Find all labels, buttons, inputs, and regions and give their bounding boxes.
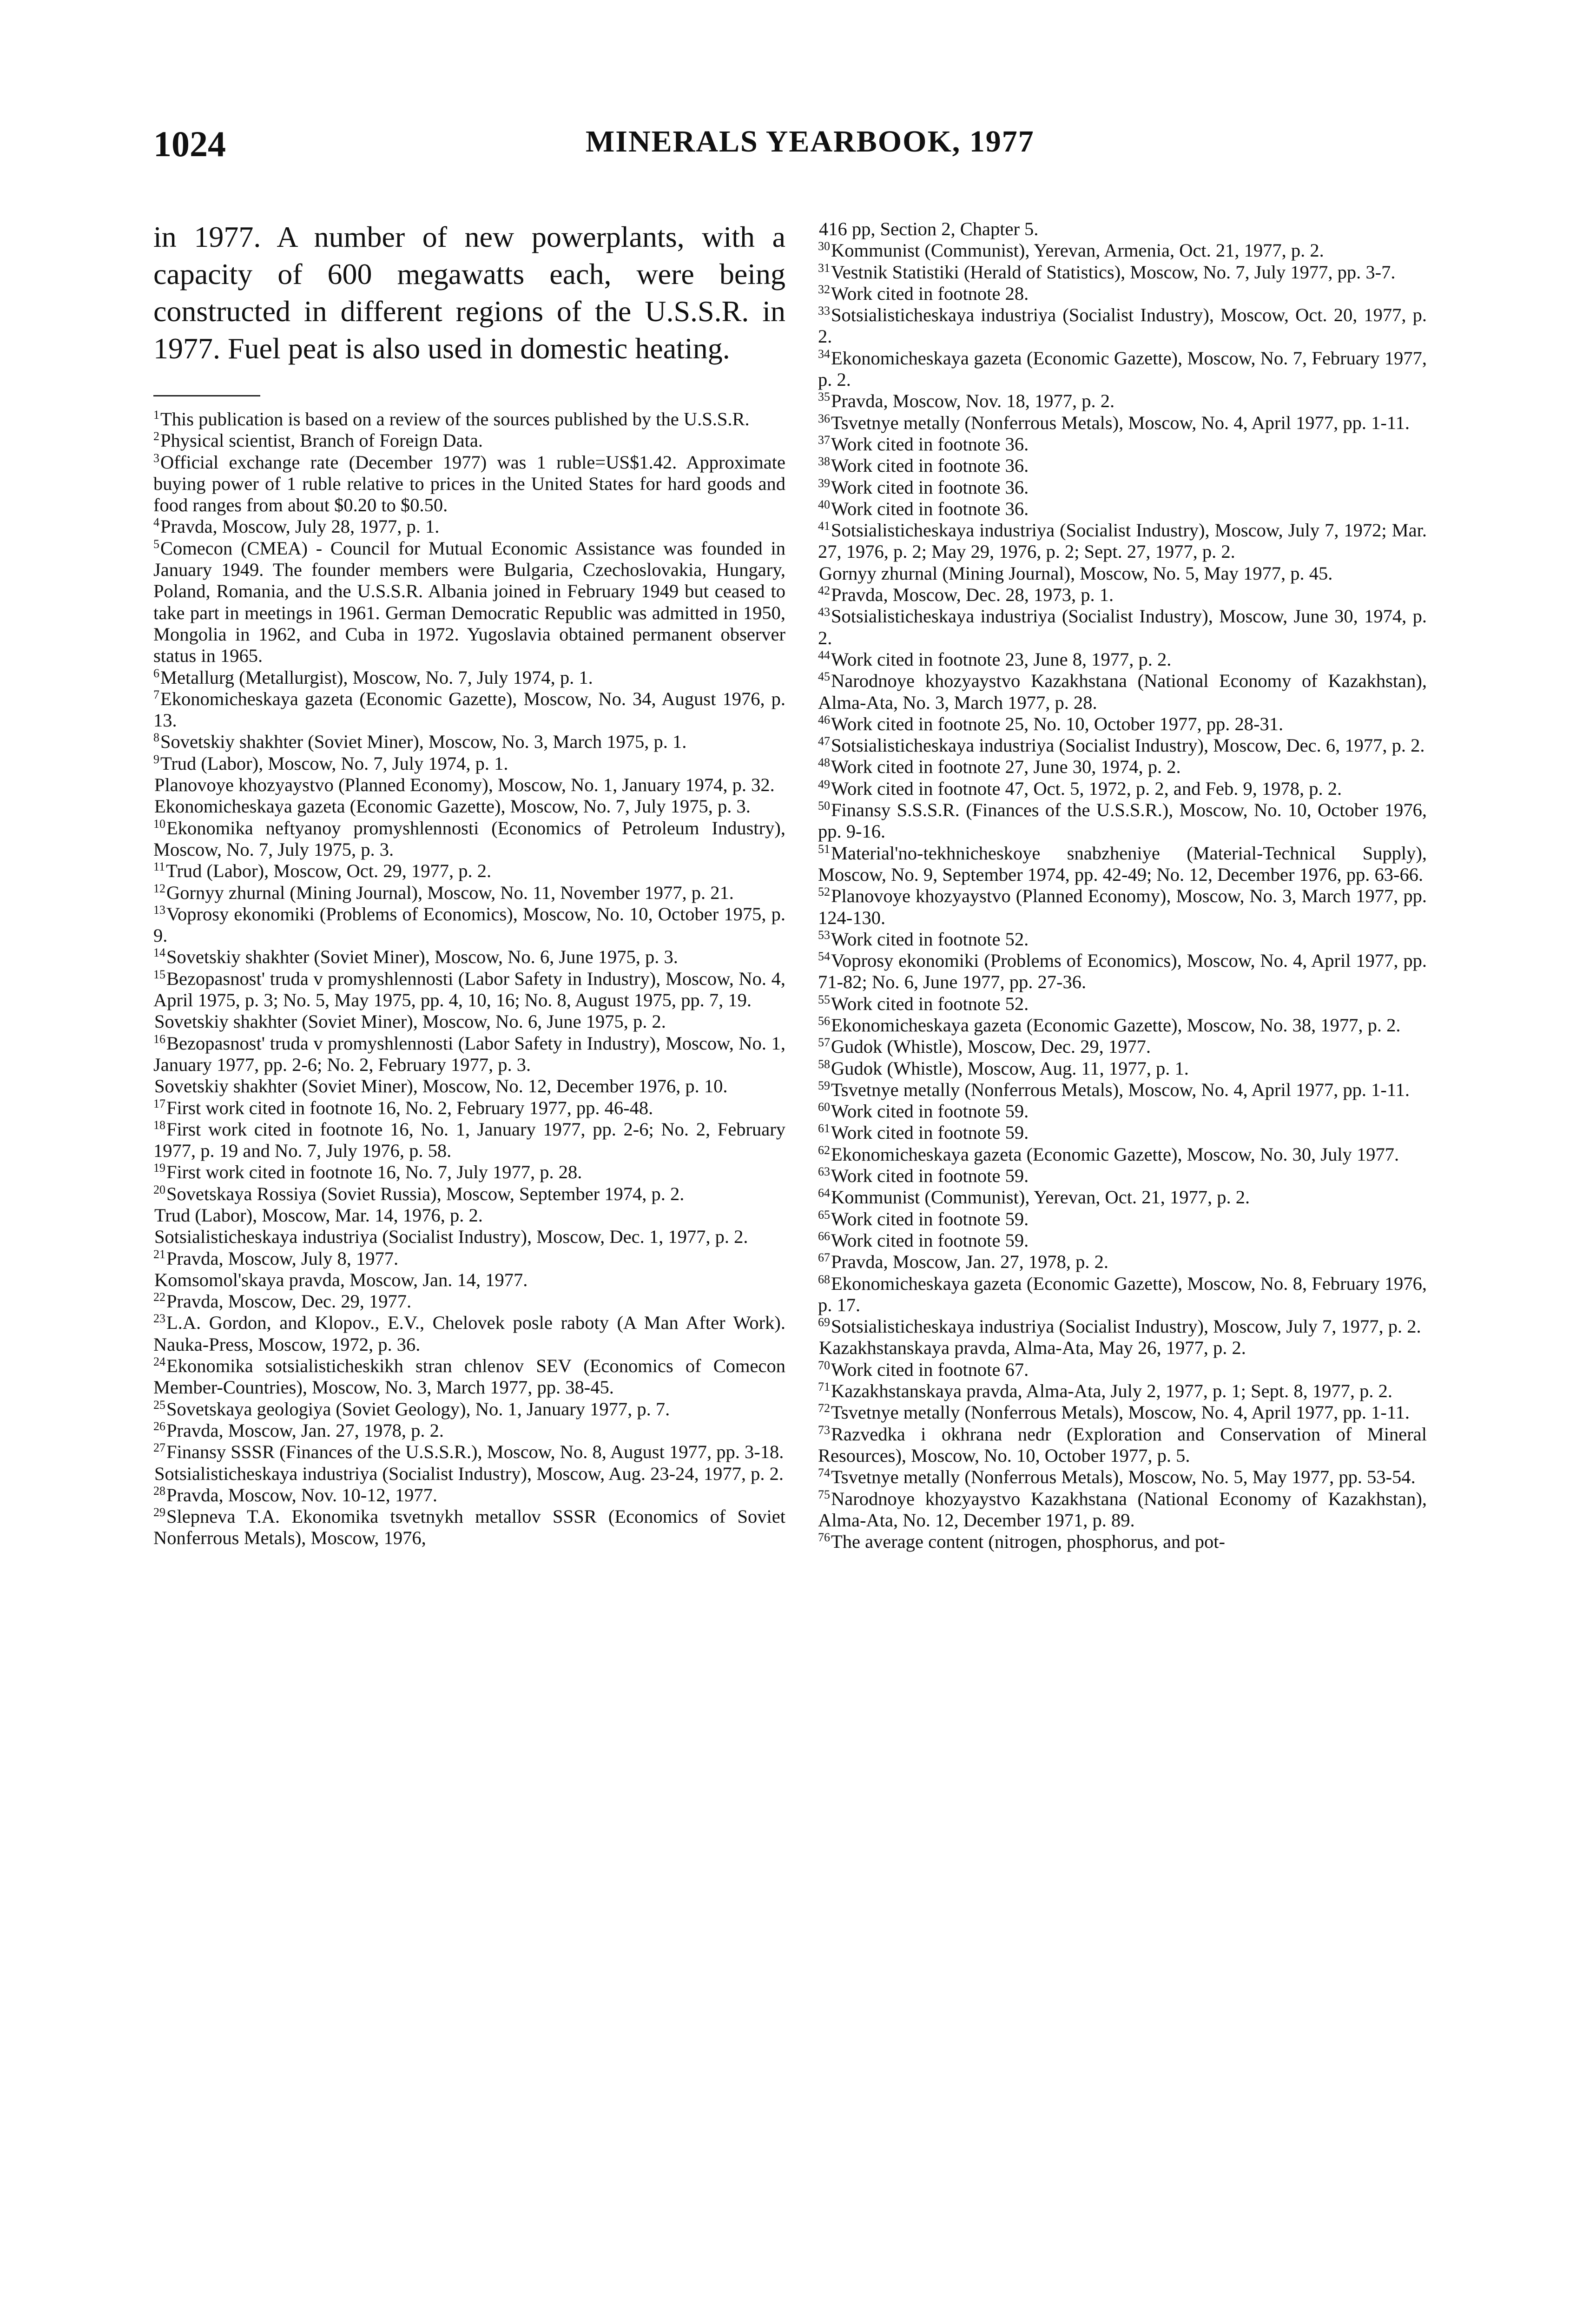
footnote [153, 409, 785, 430]
footnote-text: Ekonomicheskaya gazeta (Economic Gazette), Moscow, No. 38, 1977, p. 2. [831, 1014, 1401, 1036]
footnote-number: 27 [153, 1441, 165, 1455]
footnote-text: Work cited in footnote 25, No. 10, October 1977, pp. 28-31. [831, 713, 1284, 734]
footnote-text: Work cited in footnote 36. [831, 433, 1029, 455]
left-column [153, 218, 785, 1549]
footnote [818, 1359, 1427, 1380]
footnote-text: Work cited in footnote 52. [831, 928, 1029, 950]
footnote-number: 31 [818, 261, 830, 275]
footnote-text: Ekonomicheskaya gazeta (Economic Gazette), Moscow, No. 7, February 1977, p. 2. [818, 347, 1427, 390]
footnote-number: 14 [153, 946, 165, 960]
right-column [818, 218, 1427, 1552]
footnote [818, 1424, 1427, 1467]
footnote-list-left [153, 409, 785, 1549]
footnote-number: 18 [153, 1118, 165, 1132]
footnote [818, 348, 1427, 391]
footnote-text: Voprosy ekonomiki (Problems of Economics), Moscow, No. 10, October 1975, p. 9. [153, 903, 785, 946]
footnote [153, 1033, 785, 1076]
footnote-text: Trud (Labor), Moscow, Mar. 14, 1976, p. 2. [154, 1204, 483, 1226]
footnote-number: 11 [153, 860, 165, 874]
footnote [153, 1205, 785, 1226]
footnote-text: Pravda, Moscow, July 8, 1977. [166, 1248, 399, 1269]
footnote [153, 688, 785, 732]
footnote-text: Work cited in footnote 23, June 8, 1977, p. 2. [831, 648, 1172, 670]
footnote-text: First work cited in footnote 16, No. 1, January 1977, pp. 2-6; No. 2, February 1977, p. 19 and No. 7, July 1976, p. 58. [153, 1118, 785, 1162]
footnote [153, 1506, 785, 1549]
footnote [818, 1187, 1427, 1208]
footnote-number: 71 [818, 1380, 830, 1394]
footnote-number: 25 [153, 1398, 165, 1412]
footnote [153, 1097, 785, 1119]
footnote [153, 430, 785, 451]
footnote-text: Kazakhstanskaya pravda, Alma-Ata, May 26, 1977, p. 2. [819, 1337, 1246, 1359]
footnote-text: Sotsialisticheskaya industriya (Socialist Industry), Moscow, Dec. 1, 1977, p. 2. [154, 1226, 748, 1248]
footnote [818, 1273, 1427, 1316]
footnote-text: Ekonomika neftyanoy promyshlennosti (Economics of Petroleum Industry), Moscow, No. 7, July 1975, p. 3. [153, 817, 785, 860]
footnote [153, 1119, 785, 1162]
footnote-text: Work cited in footnote 27, June 30, 1974, p. 2. [831, 756, 1181, 778]
footnote-number: 43 [818, 605, 830, 619]
footnote-text: Work cited in footnote 36. [831, 498, 1029, 519]
footnote-number: 2 [153, 429, 159, 443]
footnote-number: 29 [153, 1505, 165, 1519]
footnote-number: 12 [153, 881, 165, 895]
footnote-number: 21 [153, 1247, 165, 1261]
footnote-text: Gudok (Whistle), Moscow, Aug. 11, 1977, p. 1. [831, 1057, 1189, 1079]
footnote [818, 1337, 1427, 1359]
footnote-number: 53 [818, 928, 830, 942]
footnote [818, 1230, 1427, 1251]
footnote-number: 74 [818, 1466, 830, 1480]
footnote-text: Finansy SSSR (Finances of the U.S.S.R.), Moscow, No. 8, August 1977, pp. 3-18. [166, 1441, 784, 1463]
footnote-number: 7 [153, 687, 159, 701]
footnote-text: Physical scientist, Branch of Foreign Data. [160, 430, 483, 451]
footnote [818, 520, 1427, 563]
footnote-text: Comecon (CMEA) - Council for Mutual Economic Assistance was founded in January 1949. The founder members were Bulgaria, Czechoslovakia, Hungary, Poland, Romania, and the U.S.S.R. Albania joined in February 1949 but ceased to take part in meetings in 1961. German Democratic Republic was admitted in 1950, Mongolia in 1962, and Cuba in 1972. Yugoslavia obtained permanent observer status in 1965. [153, 537, 785, 667]
footnote-number: 34 [818, 347, 830, 361]
page-header [153, 123, 1422, 170]
footnote-text: Sotsialisticheskaya industriya (Socialist Industry), Moscow, July 7, 1977, p. 2. [831, 1316, 1421, 1337]
footnote [818, 498, 1427, 520]
footnote-number: 55 [818, 992, 830, 1006]
footnote-text: Pravda, Moscow, Jan. 27, 1978, p. 2. [831, 1251, 1108, 1273]
footnote-list-right [818, 218, 1427, 1552]
footnote-number: 33 [818, 304, 830, 318]
footnote-number: 64 [818, 1186, 830, 1200]
footnote-text: Voprosy ekonomiki (Problems of Economics), Moscow, No. 4, April 1977, pp. 71-82; No. 6, June 1977, pp. 27-36. [818, 950, 1427, 993]
footnote-number: 40 [818, 497, 830, 511]
footnote-text: Work cited in footnote 59. [831, 1208, 1029, 1229]
footnote-text: Pravda, Moscow, Nov. 10-12, 1977. [166, 1484, 438, 1505]
footnote-text: Kazakhstanskaya pravda, Alma-Ata, July 2, 1977, p. 1; Sept. 8, 1977, p. 2. [831, 1380, 1393, 1402]
footnote-text: Work cited in footnote 59. [831, 1101, 1029, 1122]
footnote-number: 38 [818, 455, 830, 469]
footnote-number: 66 [818, 1229, 830, 1243]
footnote-text: Pravda, Moscow, July 28, 1977, p. 1. [160, 516, 440, 537]
footnote-divider [153, 395, 260, 396]
footnote [818, 1079, 1427, 1101]
footnote-text: Sotsialisticheskaya industriya (Socialist Industry), Moscow, Aug. 23-24, 1977, p. 2. [154, 1463, 784, 1484]
footnote [818, 1380, 1427, 1402]
footnote-number: 65 [818, 1208, 830, 1221]
footnote-number: 59 [818, 1078, 830, 1092]
footnote [153, 1248, 785, 1269]
footnote-text: Tsvetnye metally (Nonferrous Metals), Moscow, No. 4, April 1977, pp. 1-11. [831, 1402, 1410, 1423]
footnote-text: The average content (nitrogen, phosphorus, and pot- [831, 1531, 1225, 1552]
footnote [818, 455, 1427, 476]
footnote-text: Vestnik Statistiki (Herald of Statistics), Moscow, No. 7, July 1977, pp. 3-7. [831, 261, 1396, 283]
footnote [153, 946, 785, 968]
footnote [153, 796, 785, 817]
footnote [153, 452, 785, 516]
footnote-text: Slepneva T.A. Ekonomika tsvetnykh metallov SSSR (Economics of Soviet Nonferrous Metals), Moscow, 1976, [153, 1506, 785, 1549]
footnote-text: Gornyy zhurnal (Mining Journal), Moscow, No. 5, May 1977, p. 45. [819, 562, 1333, 584]
footnote [818, 218, 1427, 240]
footnote-number: 3 [153, 451, 159, 465]
footnote-text: Tsvetnye metally (Nonferrous Metals), Moscow, No. 4, April 1977, pp. 1-11. [831, 412, 1410, 433]
footnote [153, 538, 785, 667]
footnote-text: Sotsialisticheskaya industriya (Socialist Industry), Moscow, June 30, 1974, p. 2. [818, 606, 1427, 648]
footnote-text: Bezopasnost' truda v promyshlennosti (Labor Safety in Industry), Moscow, No. 1, January 1977, pp. 2-6; No. 2, February 1977, p. 3. [153, 1032, 785, 1075]
footnote-text: Sovetskaya geologiya (Soviet Geology), No. 1, January 1977, p. 7. [166, 1398, 670, 1419]
footnote [818, 950, 1427, 993]
footnote [818, 670, 1427, 713]
footnote [818, 283, 1427, 304]
footnote-number: 46 [818, 713, 830, 726]
footnote [153, 1420, 785, 1441]
footnote [153, 1183, 785, 1205]
footnote [818, 1251, 1427, 1273]
footnote [153, 1441, 785, 1463]
footnote [153, 1226, 785, 1248]
footnote [153, 1463, 785, 1485]
footnote [818, 1036, 1427, 1057]
footnote-number: 19 [153, 1161, 165, 1175]
footnote-number: 20 [153, 1182, 165, 1196]
footnote [818, 1316, 1427, 1337]
footnote-text: Gudok (Whistle), Moscow, Dec. 29, 1977. [831, 1036, 1151, 1057]
footnote [153, 753, 785, 774]
running-title: MINERALS YEARBOOK, 1977 [586, 125, 1035, 158]
footnote [153, 882, 785, 904]
footnote-number: 1 [153, 408, 159, 422]
footnote-number: 57 [818, 1036, 830, 1050]
footnote-number: 39 [818, 476, 830, 490]
footnote [818, 735, 1427, 756]
footnote-number: 63 [818, 1165, 830, 1179]
footnote [153, 860, 785, 882]
footnote-text: Pravda, Moscow, Dec. 29, 1977. [166, 1291, 412, 1312]
footnote [153, 1485, 785, 1506]
footnote-text: Pravda, Moscow, Nov. 18, 1977, p. 2. [831, 390, 1115, 412]
footnote-number: 26 [153, 1419, 165, 1433]
footnote-text: Work cited in footnote 59. [831, 1165, 1029, 1187]
page-number: 1024 [153, 124, 226, 164]
footnote-number: 56 [818, 1014, 830, 1028]
footnote-text: Bezopasnost' truda v promyshlennosti (Labor Safety in Industry), Moscow, No. 4, April 1975, p. 3; No. 5, May 1975, pp. 4, 10, 16; No. 8, August 1975, pp. 7, 19. [153, 968, 785, 1011]
footnote [818, 1208, 1427, 1230]
footnote-number: 73 [818, 1423, 830, 1437]
footnote [818, 713, 1427, 735]
footnote-text: L.A. Gordon, and Klopov., E.V., Chelovek posle raboty (A Man After Work). Nauka-Press, Moscow, 1972, p. 36. [153, 1312, 785, 1355]
footnote-text: Material'no-tekhnicheskoye snabzheniye (Material-Technical Supply), Moscow, No. 9, September 1974, pp. 42-49; No. 12, December 1976, pp. 63-66. [818, 842, 1427, 885]
footnote [818, 1466, 1427, 1488]
footnote-text: Finansy S.S.S.R. (Finances of the U.S.S.R.), Moscow, No. 10, October 1976, pp. 9-16. [818, 799, 1427, 842]
body-paragraph: in 1977. A number of new powerplants, with a capacity of 600 megawatts each, were being constructed in different regions of the U.S.S.R. in 1977. Fuel peat is also used in domestic heating. [153, 220, 785, 365]
footnote-text: Work cited in footnote 36. [831, 476, 1029, 498]
footnote-text: Sovetskiy shakhter (Soviet Miner), Moscow, No. 6, June 1975, p. 3. [166, 946, 678, 968]
footnote-number: 47 [818, 734, 830, 748]
footnote [153, 904, 785, 947]
footnote [153, 731, 785, 753]
footnote-text: Sovetskiy shakhter (Soviet Miner), Moscow, No. 12, December 1976, p. 10. [154, 1076, 728, 1097]
footnote-text: Sovetskiy shakhter (Soviet Miner), Moscow, No. 3, March 1975, p. 1. [160, 731, 687, 753]
footnote-number: 75 [818, 1487, 830, 1501]
footnote-text: Tsvetnye metally (Nonferrous Metals), Moscow, No. 4, April 1977, pp. 1-11. [831, 1079, 1410, 1100]
footnote [153, 1011, 785, 1032]
footnote-text: Gornyy zhurnal (Mining Journal), Moscow, No. 11, November 1977, p. 21. [166, 882, 734, 903]
footnote-number: 51 [818, 842, 830, 856]
footnote [818, 1144, 1427, 1165]
footnote-text: Work cited in footnote 36. [831, 455, 1029, 476]
footnote [818, 1402, 1427, 1423]
footnote-text: Work cited in footnote 59. [831, 1122, 1029, 1143]
footnote-number: 32 [818, 282, 830, 296]
footnote-text: Work cited in footnote 59. [831, 1229, 1029, 1251]
footnote-number: 41 [818, 519, 830, 533]
footnote [153, 1291, 785, 1312]
footnote-text: Metallurg (Metallurgist), Moscow, No. 7, July 1974, p. 1. [160, 667, 593, 688]
footnote [818, 390, 1427, 412]
footnote-text: Ekonomicheskaya gazeta (Economic Gazette), Moscow, No. 34, August 1976, p. 13. [153, 688, 785, 731]
footnote-text: Kommunist (Communist), Yerevan, Oct. 21, 1977, p. 2. [831, 1187, 1250, 1208]
footnote [818, 929, 1427, 950]
footnote-number: 54 [818, 950, 830, 964]
footnote [818, 477, 1427, 498]
footnote-number: 23 [153, 1312, 165, 1326]
footnote [818, 304, 1427, 348]
footnote-text: Sotsialisticheskaya industriya (Socialist Industry), Moscow, Dec. 6, 1977, p. 2. [831, 735, 1425, 756]
footnote-number: 44 [818, 648, 830, 662]
footnote-number: 50 [818, 799, 830, 813]
footnote [818, 434, 1427, 455]
footnote [153, 1399, 785, 1420]
footnote [818, 993, 1427, 1015]
footnote-text: Trud (Labor), Moscow, Oct. 29, 1977, p. 2. [166, 860, 492, 882]
footnote-text: Official exchange rate (December 1977) was 1 ruble=US$1.42. Approximate buying power of 1 ruble relative to prices in the United States for hard goods and food ranges from about $0.20 to $0.50. [153, 451, 785, 516]
footnote-text: Narodnoye khozyaystvo Kazakhstana (National Economy of Kazakhstan), Alma-Ata, No. 12, December 1971, p. 89. [818, 1488, 1427, 1531]
footnote-number: 4 [153, 515, 159, 529]
footnote [818, 1101, 1427, 1122]
footnote [818, 563, 1427, 584]
footnote-number: 37 [818, 433, 830, 447]
footnote-number: 49 [818, 777, 830, 791]
footnote [153, 1162, 785, 1183]
footnote-number: 30 [818, 239, 830, 253]
footnote [153, 1269, 785, 1291]
footnote [818, 1058, 1427, 1079]
footnote-number: 10 [153, 817, 165, 831]
footnote-text: Ekonomicheskaya gazeta (Economic Gazette), Moscow, No. 8, February 1976, p. 17. [818, 1273, 1427, 1315]
footnote [153, 1312, 785, 1355]
footnote [818, 1015, 1427, 1036]
footnote-text: Work cited in footnote 67. [831, 1359, 1029, 1380]
footnote-text: Sovetskaya Rossiya (Soviet Russia), Moscow, September 1974, p. 2. [166, 1183, 685, 1204]
footnote [818, 756, 1427, 778]
footnote-number: 36 [818, 411, 830, 425]
footnote-text: This publication is based on a review of the sources published by the U.S.S.R. [160, 409, 750, 429]
footnote [153, 774, 785, 796]
footnote-number: 68 [818, 1272, 830, 1286]
footnote-number: 70 [818, 1358, 830, 1372]
footnote-text: Work cited in footnote 28. [831, 283, 1029, 304]
footnote-number: 13 [153, 903, 165, 917]
footnote [153, 968, 785, 1011]
footnote [818, 584, 1427, 606]
footnote-text: Pravda, Moscow, Jan. 27, 1978, p. 2. [166, 1419, 444, 1441]
footnote [818, 606, 1427, 649]
footnote-number: 35 [818, 390, 830, 404]
footnote-number: 52 [818, 885, 830, 899]
footnote-text: Ekonomicheskaya gazeta (Economic Gazette), Moscow, No. 30, July 1977. [831, 1143, 1399, 1165]
footnote-number: 76 [818, 1531, 830, 1545]
footnote-text: Work cited in footnote 52. [831, 993, 1029, 1014]
footnote [818, 240, 1427, 261]
footnote [818, 885, 1427, 929]
footnote-text: Sovetskiy shakhter (Soviet Miner), Moscow, No. 6, June 1975, p. 2. [154, 1011, 666, 1032]
footnote [153, 818, 785, 861]
footnote-number: 61 [818, 1122, 830, 1136]
footnote [818, 1165, 1427, 1187]
footnote-number: 45 [818, 670, 830, 684]
footnote-number: 6 [153, 666, 159, 680]
footnote [818, 1488, 1427, 1532]
footnote-number: 69 [818, 1315, 830, 1329]
footnote-number: 17 [153, 1096, 165, 1110]
footnote-text: 416 pp, Section 2, Chapter 5. [819, 218, 1039, 239]
footnote-text: Planovoye khozyaystvo (Planned Economy), Moscow, No. 3, March 1977, pp. 124-130. [818, 885, 1427, 928]
footnote-text: Kommunist (Communist), Yerevan, Armenia, Oct. 21, 1977, p. 2. [831, 240, 1324, 261]
footnote-number: 5 [153, 537, 159, 551]
footnote-text: Komsomol'skaya pravda, Moscow, Jan. 14, 1977. [154, 1269, 528, 1290]
footnote-number: 9 [153, 752, 159, 766]
footnote [818, 778, 1427, 799]
footnote-number: 28 [153, 1484, 165, 1498]
footnote-text: Planovoye khozyaystvo (Planned Economy), Moscow, No. 1, January 1974, p. 32. [154, 774, 775, 796]
footnote [153, 1355, 785, 1399]
footnote-text: Tsvetnye metally (Nonferrous Metals), Moscow, No. 5, May 1977, pp. 53-54. [831, 1466, 1416, 1488]
footnote-text: First work cited in footnote 16, No. 2, February 1977, pp. 46-48. [166, 1097, 653, 1118]
footnote-number: 42 [818, 584, 830, 598]
footnote [818, 1531, 1427, 1552]
footnote [818, 649, 1427, 670]
footnote [818, 799, 1427, 843]
footnote-number: 60 [818, 1100, 830, 1114]
footnote [153, 1076, 785, 1097]
footnote-text: Narodnoye khozyaystvo Kazakhstana (National Economy of Kazakhstan), Alma-Ata, No. 3, March 1977, p. 28. [818, 670, 1427, 713]
footnote [818, 843, 1427, 886]
footnote [153, 667, 785, 688]
footnote-text: Razvedka i okhrana nedr (Exploration and Conservation of Mineral Resources), Moscow, No. 10, October 1977, p. 5. [818, 1423, 1427, 1466]
footnote [153, 516, 785, 537]
footnote-number: 8 [153, 731, 159, 745]
footnote-number: 72 [818, 1401, 830, 1415]
footnote-number: 22 [153, 1290, 165, 1304]
footnote-text: Ekonomika sotsialisticheskikh stran chlenov SEV (Economics of Comecon Member-Countries), Moscow, No. 3, March 1977, pp. 38-45. [153, 1355, 785, 1398]
footnote-text: Work cited in footnote 47, Oct. 5, 1972, p. 2, and Feb. 9, 1978, p. 2. [831, 778, 1342, 799]
footnote-number: 48 [818, 756, 830, 770]
footnote-text: Sotsialisticheskaya industriya (Socialist Industry), Moscow, Oct. 20, 1977, p. 2. [818, 304, 1427, 347]
footnote [818, 1122, 1427, 1143]
footnote-text: Sotsialisticheskaya industriya (Socialist Industry), Moscow, July 7, 1972; Mar. 27, 1976, p. 2; May 29, 1976, p. 2; Sept. 27, 1977, p. 2. [818, 520, 1427, 562]
footnote-number: 15 [153, 967, 165, 981]
footnote [818, 262, 1427, 283]
footnote-number: 16 [153, 1032, 165, 1046]
footnote [818, 412, 1427, 434]
footnote-number: 67 [818, 1251, 830, 1265]
footnote-text: Ekonomicheskaya gazeta (Economic Gazette), Moscow, No. 7, July 1975, p. 3. [154, 796, 751, 817]
footnote-number: 24 [153, 1355, 165, 1369]
footnote-number: 58 [818, 1057, 830, 1071]
footnote-number: 62 [818, 1143, 830, 1157]
footnote-text: First work cited in footnote 16, No. 7, July 1977, p. 28. [166, 1162, 582, 1183]
footnote-text: Pravda, Moscow, Dec. 28, 1973, p. 1. [831, 584, 1114, 606]
footnote-text: Trud (Labor), Moscow, No. 7, July 1974, p. 1. [160, 753, 508, 774]
